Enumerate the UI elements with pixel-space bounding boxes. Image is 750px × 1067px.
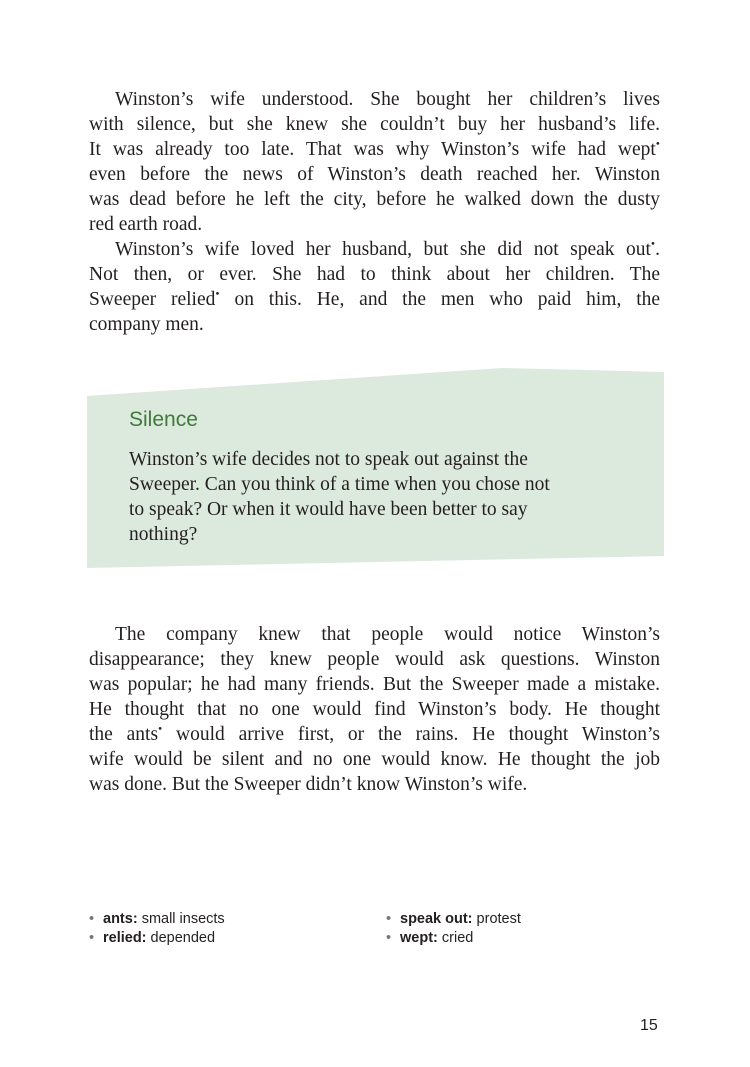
text-line bbox=[89, 287, 660, 312]
callout-title: Silence bbox=[129, 408, 198, 431]
glossary-term: ants: bbox=[103, 911, 138, 927]
paragraph-1 bbox=[89, 87, 660, 237]
glossary-left bbox=[89, 910, 225, 948]
text-line: was popular; he had many friends. But the Sweeper made a mistake. bbox=[89, 674, 660, 695]
text-line: Winston’s wife understood. She bought her children’s lives bbox=[115, 89, 660, 110]
glossary-definition: depended bbox=[150, 930, 216, 946]
text-line: Not then, or ever. She had to think about her children. The bbox=[89, 264, 660, 285]
glossary-item bbox=[386, 910, 521, 929]
glossary-item bbox=[386, 929, 521, 948]
glossary-definition: cried bbox=[441, 930, 474, 946]
period: . bbox=[655, 239, 660, 260]
text-line: nothing? bbox=[129, 524, 198, 545]
text-segment: the ants bbox=[89, 724, 159, 745]
footnote-marker: • bbox=[650, 236, 656, 251]
glossary-term: speak out: bbox=[400, 911, 473, 927]
paragraph-2 bbox=[89, 237, 660, 337]
text-segment: would arrive first, or the rains. He thought Winston’s bbox=[176, 724, 661, 745]
glossary-right bbox=[386, 910, 521, 948]
text-line: He thought that no one would find Winston’s body. He thought bbox=[89, 699, 660, 720]
text-line: Winston’s wife decides not to speak out against the bbox=[129, 449, 528, 470]
footnote-marker: • bbox=[655, 136, 660, 151]
text-line: to speak? Or when it would have been better to say bbox=[129, 499, 528, 520]
text-line: with silence, but she knew she couldn’t buy her husband’s life. bbox=[89, 114, 660, 135]
glossary-term: wept: bbox=[400, 930, 438, 946]
text-line: company men. bbox=[89, 314, 204, 335]
text-line: was dead before he left the city, before he walked down the dusty bbox=[89, 189, 660, 210]
text-segment: on this. He, and the men who paid him, the bbox=[234, 289, 661, 310]
text-line: Sweeper. Can you think of a time when you chose not bbox=[129, 474, 550, 495]
page-number: 15 bbox=[640, 1017, 658, 1034]
text-line bbox=[89, 137, 660, 162]
footnote-marker: • bbox=[158, 721, 163, 736]
text-line: even before the news of Winston’s death reached her. Winston bbox=[89, 164, 660, 185]
callout-text bbox=[129, 447, 629, 547]
paragraph-3 bbox=[89, 622, 660, 797]
text-line: was done. But the Sweeper didn’t know Winston’s wife. bbox=[89, 774, 528, 795]
glossary-definition: small insects bbox=[141, 911, 225, 927]
text-line bbox=[89, 722, 660, 747]
text-line: The company knew that people would notice Winston’s bbox=[115, 624, 660, 645]
text-line: wife would be silent and no one would know. He thought the job bbox=[89, 749, 660, 770]
footnote-marker: • bbox=[215, 286, 220, 301]
text-line bbox=[89, 237, 660, 262]
glossary-definition: protest bbox=[476, 911, 521, 927]
text-line: red earth road. bbox=[89, 214, 203, 235]
glossary-item bbox=[89, 910, 225, 929]
glossary-term: relied: bbox=[103, 930, 147, 946]
text-segment: It was already too late. That was why Winston’s wife had wept bbox=[89, 139, 656, 160]
text-line: disappearance; they knew people would ask questions. Winston bbox=[89, 649, 660, 670]
text-segment: Winston’s wife loved her husband, but she did not speak out bbox=[115, 239, 651, 260]
glossary-item bbox=[89, 929, 225, 948]
text-segment: Sweeper relied bbox=[89, 289, 216, 310]
